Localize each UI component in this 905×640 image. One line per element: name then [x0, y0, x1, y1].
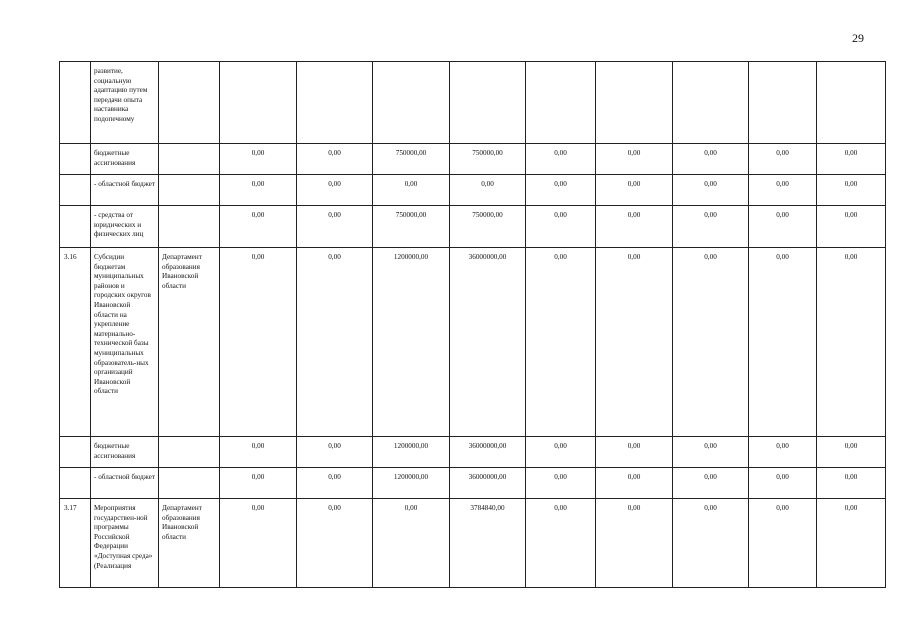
value-cell: 0,00 — [526, 175, 596, 206]
value-cell — [297, 62, 373, 144]
row-code: 3.16 — [60, 248, 91, 437]
row-name: - областной бюджет — [91, 468, 159, 499]
value-cell: 0,00 — [297, 248, 373, 437]
value-cell: 0,00 — [673, 499, 749, 588]
row-name: бюджетные ассигнования — [91, 437, 159, 468]
value-cell: 0,00 — [817, 468, 886, 499]
row-executor — [159, 62, 220, 144]
row-code — [60, 206, 91, 248]
row-code — [60, 175, 91, 206]
page-number: 29 — [852, 31, 864, 45]
value-cell: 0,00 — [596, 175, 673, 206]
value-cell: 0,00 — [596, 468, 673, 499]
value-cell: 0,00 — [526, 468, 596, 499]
value-cell: 0,00 — [297, 468, 373, 499]
row-executor — [159, 175, 220, 206]
table-row — [60, 144, 886, 175]
row-name: - средства от юридических и физических лиц — [91, 206, 159, 248]
value-cell — [526, 62, 596, 144]
value-cell: 0,00 — [297, 206, 373, 248]
value-cell: 0,00 — [749, 499, 817, 588]
value-cell: 0,00 — [817, 206, 886, 248]
value-cell: 0,00 — [220, 499, 297, 588]
value-cell — [749, 62, 817, 144]
value-cell: 0,00 — [673, 144, 749, 175]
value-cell — [450, 62, 526, 144]
value-cell: 0,00 — [220, 144, 297, 175]
value-cell — [220, 62, 297, 144]
value-cell — [673, 62, 749, 144]
value-cell: 0,00 — [596, 206, 673, 248]
row-name: бюджетные ассигнования — [91, 144, 159, 175]
value-cell: 0,00 — [673, 175, 749, 206]
value-cell: 750000,00 — [373, 144, 450, 175]
value-cell: 0,00 — [673, 437, 749, 468]
value-cell: 0,00 — [749, 144, 817, 175]
budget-table — [59, 61, 886, 588]
value-cell: 0,00 — [220, 175, 297, 206]
value-cell: 0,00 — [817, 175, 886, 206]
value-cell: 0,00 — [220, 437, 297, 468]
row-name: развитие, социальную адаптацию путем передачи опыта наставника подопечному — [91, 62, 159, 144]
row-name: Мероприятия государствен-ной программы Российской Федерации «Доступная среда» (Реализация — [91, 499, 159, 588]
value-cell: 0,00 — [526, 499, 596, 588]
value-cell: 0,00 — [373, 175, 450, 206]
row-name: Субсидии бюджетам муниципальных районов и городских округов Ивановской области на укрепление материально-технической базы муниципальных образователь-ных организаций Ивановской области — [91, 248, 159, 437]
value-cell: 0,00 — [526, 206, 596, 248]
value-cell: 0,00 — [220, 468, 297, 499]
value-cell: 0,00 — [526, 437, 596, 468]
value-cell: 0,00 — [220, 248, 297, 437]
value-cell: 36000000,00 — [450, 248, 526, 437]
value-cell: 36000000,00 — [450, 437, 526, 468]
row-executor — [159, 437, 220, 468]
value-cell: 0,00 — [596, 437, 673, 468]
row-executor: Департамент образования Ивановской области — [159, 248, 220, 437]
value-cell: 0,00 — [749, 437, 817, 468]
table-row — [60, 499, 886, 588]
table-row — [60, 248, 886, 437]
row-code — [60, 62, 91, 144]
value-cell — [373, 62, 450, 144]
value-cell: 0,00 — [673, 468, 749, 499]
value-cell: 0,00 — [297, 175, 373, 206]
value-cell — [596, 62, 673, 144]
table-row — [60, 175, 886, 206]
row-code — [60, 144, 91, 175]
value-cell: 0,00 — [220, 206, 297, 248]
row-name: - областной бюджет — [91, 175, 159, 206]
value-cell: 0,00 — [596, 144, 673, 175]
value-cell: 0,00 — [673, 206, 749, 248]
value-cell: 0,00 — [526, 248, 596, 437]
table-row — [60, 206, 886, 248]
value-cell: 0,00 — [526, 144, 596, 175]
value-cell: 0,00 — [749, 175, 817, 206]
value-cell: 0,00 — [817, 499, 886, 588]
value-cell: 0,00 — [596, 248, 673, 437]
value-cell: 0,00 — [749, 206, 817, 248]
row-executor: Департамент образования Ивановской области — [159, 499, 220, 588]
value-cell: 750000,00 — [373, 206, 450, 248]
value-cell: 1200000,00 — [373, 248, 450, 437]
row-code: 3.17 — [60, 499, 91, 588]
table-row — [60, 437, 886, 468]
row-executor — [159, 468, 220, 499]
value-cell: 0,00 — [817, 248, 886, 437]
value-cell: 1200000,00 — [373, 437, 450, 468]
value-cell: 0,00 — [673, 248, 749, 437]
row-executor — [159, 144, 220, 175]
value-cell: 0,00 — [749, 468, 817, 499]
value-cell: 36000000,00 — [450, 468, 526, 499]
value-cell: 0,00 — [297, 437, 373, 468]
value-cell: 0,00 — [297, 144, 373, 175]
value-cell: 0,00 — [297, 499, 373, 588]
value-cell: 0,00 — [596, 499, 673, 588]
value-cell: 0,00 — [373, 499, 450, 588]
table-row — [60, 468, 886, 499]
value-cell: 750000,00 — [450, 144, 526, 175]
table-row — [60, 62, 886, 144]
value-cell: 0,00 — [817, 144, 886, 175]
row-code — [60, 437, 91, 468]
row-executor — [159, 206, 220, 248]
value-cell: 750000,00 — [450, 206, 526, 248]
value-cell: 0,00 — [749, 248, 817, 437]
value-cell: 1200000,00 — [373, 468, 450, 499]
value-cell: 0,00 — [450, 175, 526, 206]
row-code — [60, 468, 91, 499]
value-cell: 3784840,00 — [450, 499, 526, 588]
value-cell: 0,00 — [817, 437, 886, 468]
value-cell — [817, 62, 886, 144]
